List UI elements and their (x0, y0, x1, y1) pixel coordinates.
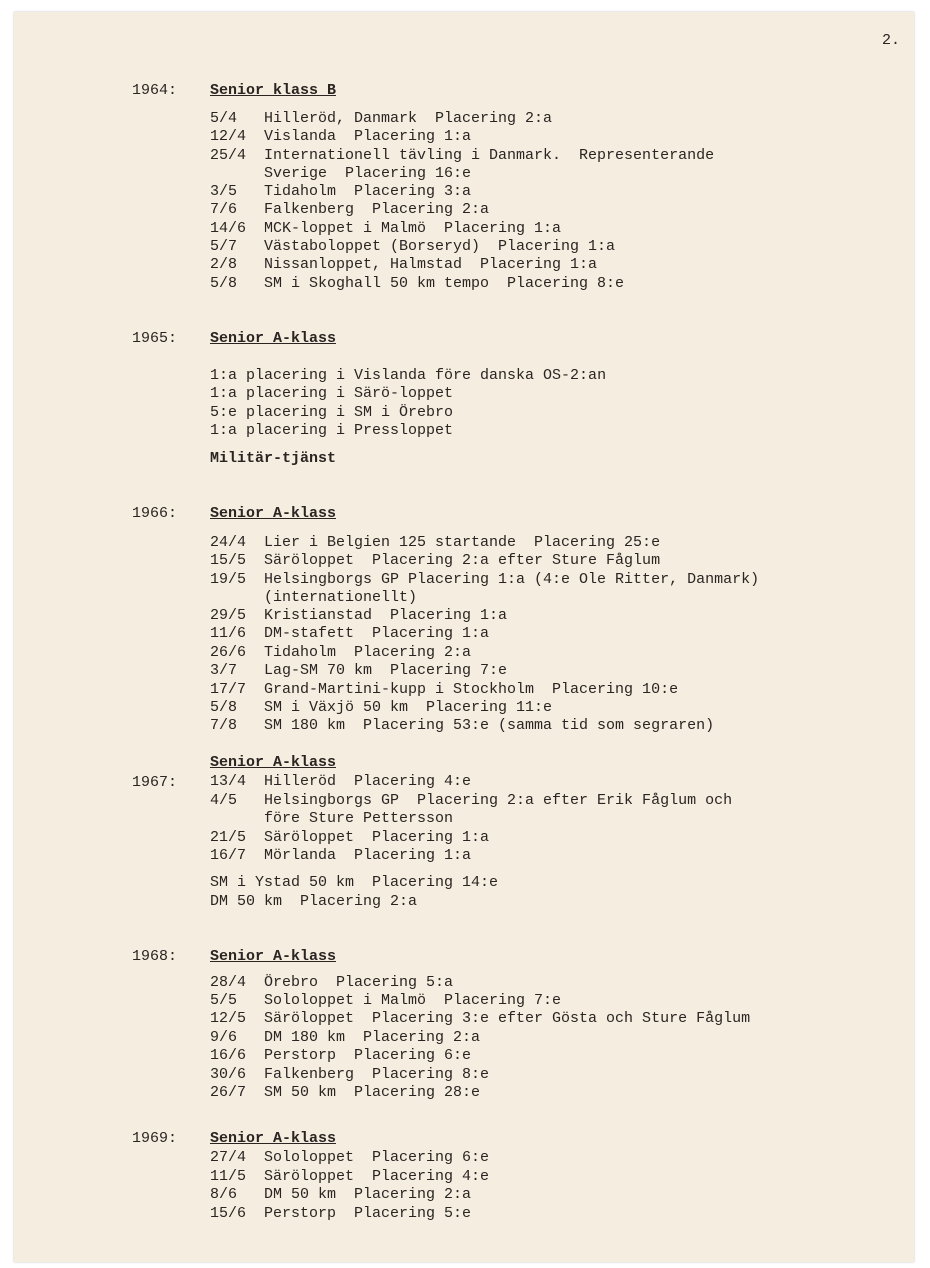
heading-1968: Senior A-klass (210, 948, 337, 965)
list-item: 11/6 DM-stafett Placering 1:a (210, 625, 490, 642)
list-item: 16/6 Perstorp Placering 6:e (210, 1047, 472, 1064)
heading-1969: Senior A-klass (210, 1130, 337, 1147)
list-item: 7/8 SM 180 km Placering 53:e (samma tid som segraren) (210, 717, 715, 734)
heading-1967: Senior A-klass (210, 754, 337, 771)
list-item: 12/4 Vislanda Placering 1:a (210, 128, 472, 145)
list-item: 24/4 Lier i Belgien 125 startande Placering 25:e (210, 534, 661, 551)
year-1964: 1964: (132, 82, 178, 99)
list-item: 15/5 Säröloppet Placering 2:a efter Sture Fåglum (210, 552, 661, 569)
heading-1965: Senior A-klass (210, 330, 337, 347)
year-1969: 1969: (132, 1130, 178, 1147)
list-item: 3/5 Tidaholm Placering 3:a (210, 183, 472, 200)
list-item: 4/5 Helsingborgs GP Placering 2:a efter Erik Fåglum och (210, 792, 733, 809)
list-item: 5/5 Sololoppet i Malmö Placering 7:e (210, 992, 562, 1009)
list-item: 5/7 Västaboloppet (Borseryd) Placering 1:a (210, 238, 616, 255)
list-item: 17/7 Grand-Martini-kupp i Stockholm Placering 10:e (210, 681, 679, 698)
list-item-continuation: före Sture Pettersson (264, 810, 454, 827)
page-number: 2. (881, 32, 900, 49)
year-1965: 1965: (132, 330, 178, 347)
list-item: 5/4 Hilleröd, Danmark Placering 2:a (210, 110, 553, 127)
list-item: 3/7 Lag-SM 70 km Placering 7:e (210, 662, 508, 679)
list-item: 5:e placering i SM i Örebro (210, 404, 454, 421)
list-item: 26/7 SM 50 km Placering 28:e (210, 1084, 481, 1101)
military-service-note: Militär-tjänst (210, 450, 337, 467)
heading-1966: Senior A-klass (210, 505, 337, 522)
list-item: 26/6 Tidaholm Placering 2:a (210, 644, 472, 661)
year-1967: 1967: (132, 774, 178, 791)
year-1968: 1968: (132, 948, 178, 965)
list-item: 8/6 DM 50 km Placering 2:a (210, 1186, 472, 1203)
list-item: DM 50 km Placering 2:a (210, 893, 418, 910)
list-item: 11/5 Säröloppet Placering 4:e (210, 1168, 490, 1185)
list-item: 1:a placering i Vislanda före danska OS-2:an (210, 367, 607, 384)
list-item: 16/7 Mörlanda Placering 1:a (210, 847, 472, 864)
list-item: 5/8 SM i Växjö 50 km Placering 11:e (210, 699, 553, 716)
list-item: 2/8 Nissanloppet, Halmstad Placering 1:a (210, 256, 598, 273)
list-item: 13/4 Hilleröd Placering 4:e (210, 773, 472, 790)
list-item: 19/5 Helsingborgs GP Placering 1:a (4:e Ole Ritter, Danmark) (210, 571, 760, 588)
list-item: 21/5 Säröloppet Placering 1:a (210, 829, 490, 846)
list-item: 5/8 SM i Skoghall 50 km tempo Placering 8:e (210, 275, 625, 292)
list-item-continuation: Sverige Placering 16:e (264, 165, 472, 182)
list-item: 28/4 Örebro Placering 5:a (210, 974, 454, 991)
list-item: 25/4 Internationell tävling i Danmark. Representerande (210, 147, 715, 164)
list-item-continuation: (internationellt) (264, 589, 418, 606)
list-item: SM i Ystad 50 km Placering 14:e (210, 874, 499, 891)
document-page (14, 12, 914, 1262)
list-item: 30/6 Falkenberg Placering 8:e (210, 1066, 490, 1083)
list-item: 7/6 Falkenberg Placering 2:a (210, 201, 490, 218)
list-item: 29/5 Kristianstad Placering 1:a (210, 607, 508, 624)
list-item: 9/6 DM 180 km Placering 2:a (210, 1029, 481, 1046)
list-item: 12/5 Säröloppet Placering 3:e efter Gösta och Sture Fåglum (210, 1010, 751, 1027)
list-item: 27/4 Sololoppet Placering 6:e (210, 1149, 490, 1166)
heading-1964: Senior klass B (210, 82, 337, 99)
list-item: 15/6 Perstorp Placering 5:e (210, 1205, 472, 1222)
year-1966: 1966: (132, 505, 178, 522)
list-item: 1:a placering i Särö-loppet (210, 385, 454, 402)
list-item: 1:a placering i Pressloppet (210, 422, 454, 439)
list-item: 14/6 MCK-loppet i Malmö Placering 1:a (210, 220, 562, 237)
